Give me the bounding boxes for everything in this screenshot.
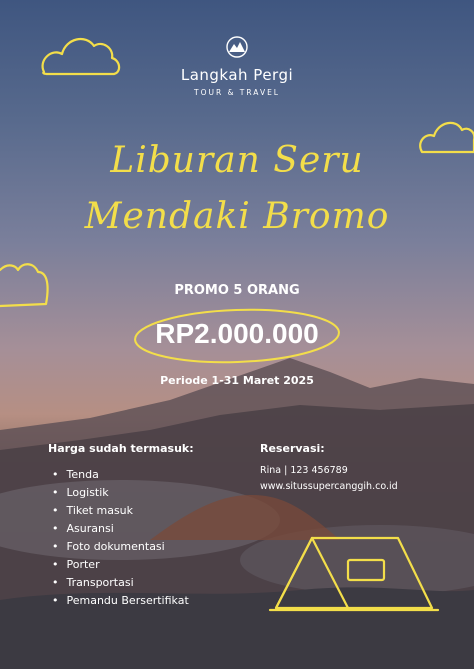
price: RP2.000.000 xyxy=(155,318,319,349)
list-item: • Tiket masuk xyxy=(52,502,189,520)
list-item: • Porter xyxy=(52,556,189,574)
reservation-website[interactable]: www.situssupercanggih.co.id xyxy=(260,481,398,492)
list-item: • Transportasi xyxy=(52,574,189,592)
brand-tagline: TOUR & TRAVEL xyxy=(194,88,280,97)
headline-line-1: Liburan Seru xyxy=(110,140,364,181)
list-item: • Logistik xyxy=(52,484,189,502)
promo-period: Periode 1-31 Maret 2025 xyxy=(160,374,314,387)
brand-name: Langkah Pergi xyxy=(180,66,294,84)
list-item: • Pemandu Bersertifikat xyxy=(52,592,189,610)
reservation-title: Reservasi: xyxy=(260,442,325,455)
list-item: • Foto dokumentasi xyxy=(52,538,189,556)
promo-label: PROMO 5 ORANG xyxy=(174,283,300,298)
headline-line-2: Mendaki Bromo xyxy=(84,196,390,237)
includes-title: Harga sudah termasuk: xyxy=(48,442,194,455)
list-item: • Tenda xyxy=(52,466,189,484)
list-item: • Asuransi xyxy=(52,520,189,538)
reservation-contact: Rina | 123 456789 xyxy=(260,465,348,476)
